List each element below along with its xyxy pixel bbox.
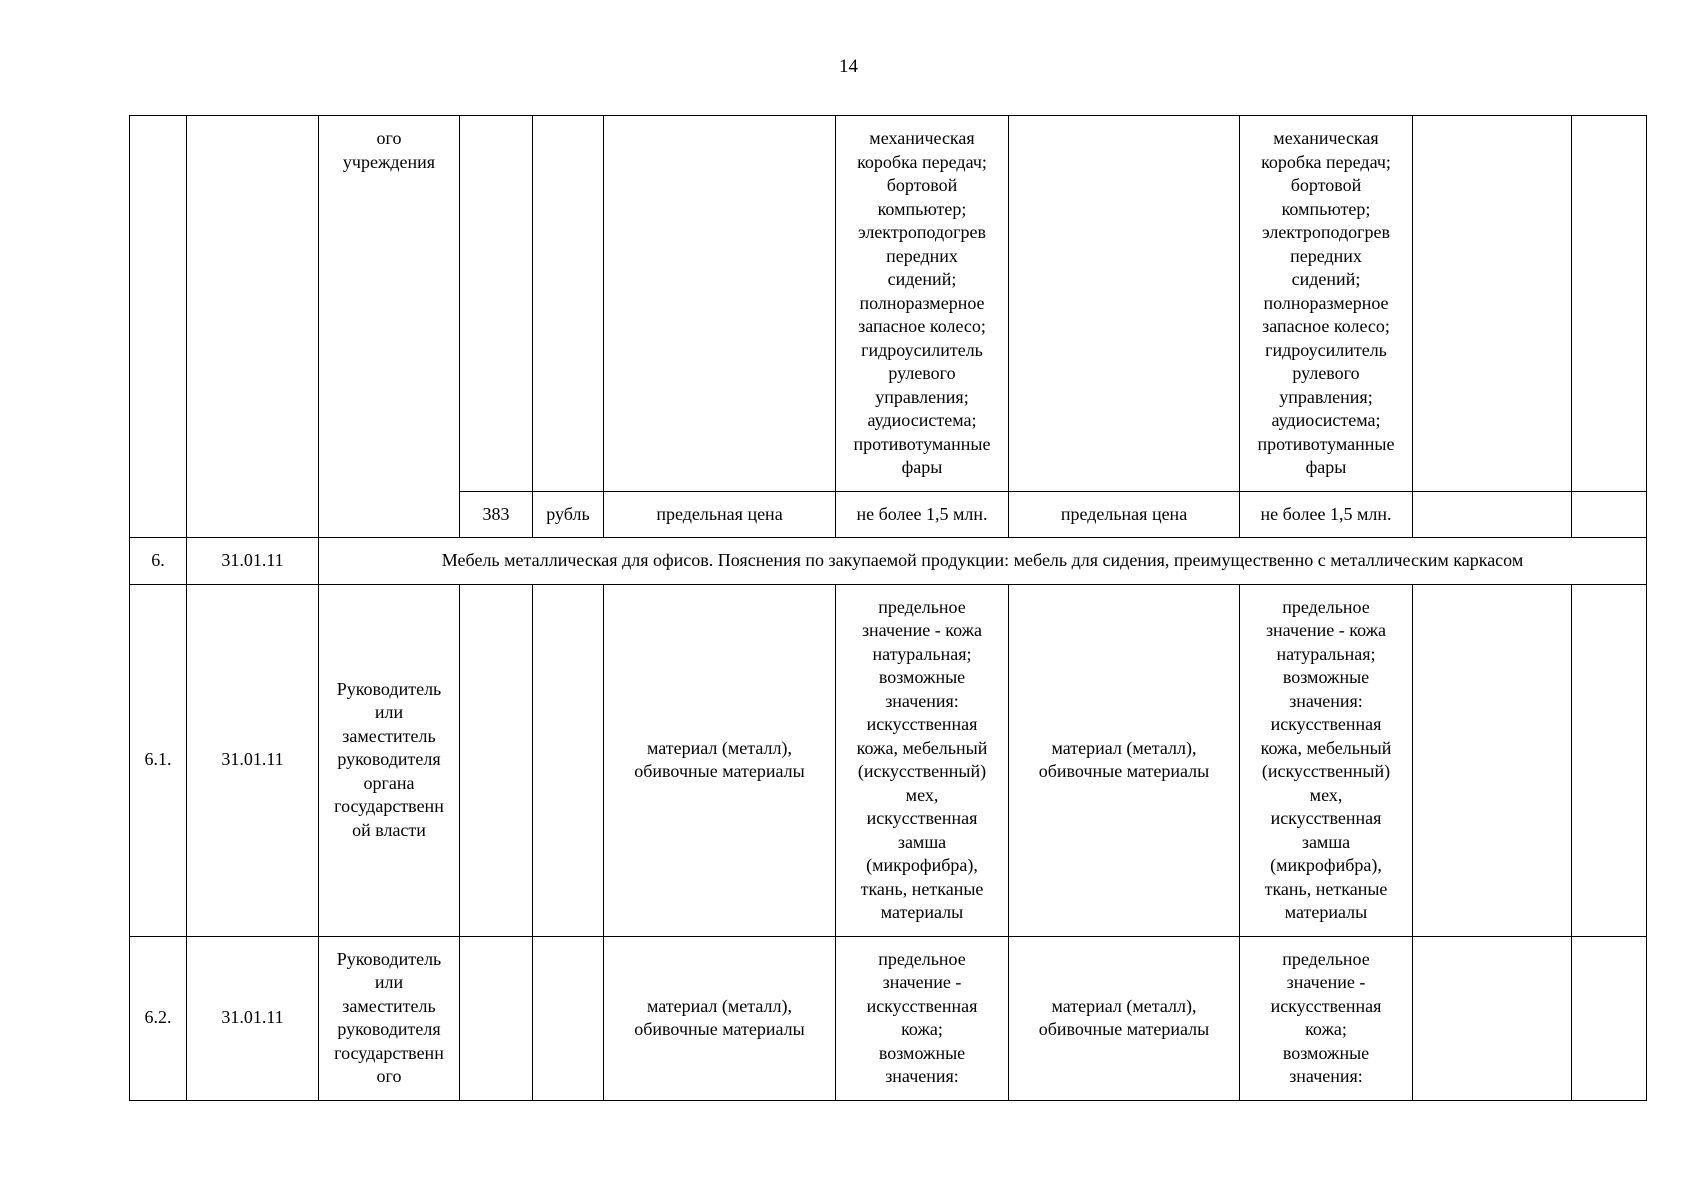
cell-extra-1 [1413,116,1572,492]
cell-characteristic: материал (металл), обивочные материалы [604,584,836,936]
cell-characteristic-2 [1009,116,1240,492]
cell-unit: рубль [533,491,604,538]
table-row [130,584,1647,936]
cell-unit [533,116,604,492]
cell-value: не более 1,5 млн. [836,491,1009,538]
cell-no [130,116,187,538]
cell-characteristic-2: материал (металл), обивочные материалы [1009,936,1240,1100]
cell-unit [533,584,604,936]
cell-okei-code [460,584,533,936]
cell-okei-code: 383 [460,491,533,538]
cell-category: Руководитель или заместитель руководителя органа государственн ой власти [319,584,460,936]
cell-extra-1 [1413,936,1572,1100]
cell-characteristic: материал (металл), обивочные материалы [604,936,836,1100]
cell-extra-2 [1572,116,1647,492]
cell-unit [533,936,604,1100]
cell-extra-1 [1413,584,1572,936]
cell-characteristic-2: предельная цена [1009,491,1240,538]
table-row [130,538,1647,585]
cell-value-2: предельное значение - кожа натуральная; возможные значения: искусственная кожа, мебельный (искусственный) мех, искусственная замша (микрофибра), ткань, нетканые материалы [1240,584,1413,936]
cell-extra-2 [1572,491,1647,538]
cell-code: 31.01.11 [187,584,319,936]
cell-code [187,116,319,538]
table-row [130,936,1647,1100]
cell-no: 6. [130,538,187,585]
cell-extra-1 [1413,491,1572,538]
cell-code: 31.01.11 [187,936,319,1100]
page-number: 14 [839,56,858,77]
cell-value-2: предельное значение - искусственная кожа; возможные значения: [1240,936,1413,1100]
cell-code: 31.01.11 [187,538,319,585]
cell-value-2: механическая коробка передач; бортовой компьютер; электроподогрев передних сидений; полноразмерное запасное колесо; гидроусилитель рулевого управления; аудиосистема; противотуманные фары [1240,116,1413,492]
cell-no: 6.1. [130,584,187,936]
cell-value: механическая коробка передач; бортовой компьютер; электроподогрев передних сидений; полноразмерное запасное колесо; гидроусилитель рулевого управления; аудиосистема; противотуманные фары [836,116,1009,492]
cell-section-description: Мебель металлическая для офисов. Пояснения по закупаемой продукции: мебель для сидения, преимущественно с металлическим каркасом [319,538,1647,585]
cell-extra-2 [1572,936,1647,1100]
cell-characteristic-2: материал (металл), обивочные материалы [1009,584,1240,936]
cell-value: предельное значение - искусственная кожа; возможные значения: [836,936,1009,1100]
table-row [130,116,1647,492]
requirements-table [129,115,1647,1101]
cell-category: ого учреждения [319,116,460,538]
cell-okei-code [460,116,533,492]
cell-category: Руководитель или заместитель руководителя государственн ого [319,936,460,1100]
cell-characteristic: предельная цена [604,491,836,538]
cell-characteristic [604,116,836,492]
cell-value: предельное значение - кожа натуральная; возможные значения: искусственная кожа, мебельный (искусственный) мех, искусственная замша (микрофибра), ткань, нетканые материалы [836,584,1009,936]
cell-no: 6.2. [130,936,187,1100]
cell-value-2: не более 1,5 млн. [1240,491,1413,538]
cell-extra-2 [1572,584,1647,936]
cell-okei-code [460,936,533,1100]
